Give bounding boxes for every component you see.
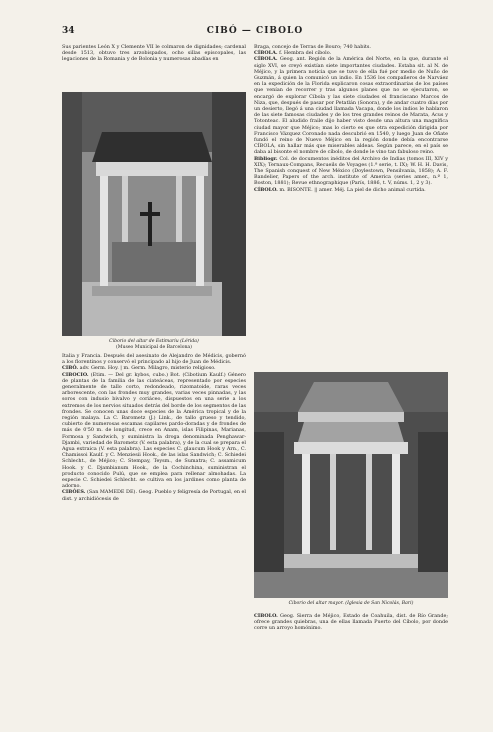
right-caption-text: Ciborio del altar mayor. (Iglesia de San Nicolás, Bari) bbox=[288, 601, 414, 606]
entry-headword: CIBÓ. bbox=[62, 365, 79, 372]
entry-text: Geog. ant. Región de la América del Norte, en la que, durante el siglo XVI, se creyó existían siete importantes ciudades. Estaba sit. al N. de Méjico, y la primera noticia que se tuvo de ella fué por medio de Nuño de Guzmán, á quien la comunicó un indio. En 1536 los compañeros de Narváez en la expedición de la Florida explicaron cosas extraordinarias de los países que venían de recorrer y tras algunos planes que no se ejecutaron, se encargó de explorar Cíbola y las siete ciudades el franciscano Marcos de Niza, que, después de pasar por Petatlán (Sonora), y de andar cuatro días por un desierto, llegó á una ciudad llamada Vacapa, donde los indios le hablaron de las siete famosas ciudades y de los tres grandes reinos de Marata, Acus y Totonteac. El aludido fraile dijo haber visto desde una altura una magnífica ciudad mayor que Méjico; mas lo cierto es que otra expedición dirigida por Francisco Vázquez Coronado nada descubrió en 1540, y luego Juan de Oñate fundó el reino de Nuevo Méjico en la región donde debía encontrarse CÍBOLA, sin hallar más que miserables aldeas. Según parece, en el país se daba al bisonte el nombre de cíbolo, de donde le vino tan fabuloso reino. bbox=[254, 56, 448, 156]
entry bbox=[254, 156, 448, 187]
entry-text: (Etim. — Del gr. kybos, cubo.) Bot. (Cibotium Kaulf.) Género de plantas de la familia de las ciateáceas, representado por especies generalmente de tallo corto, redondeado, rizomatoide, raras veces arborescente, con las frondes muy grandes, varias veces pinnadas, y las soros con indusio bivalvo y coriáceo, dispuestos en una serie a los extremos de los nervios situados detrás del borde de los segmentos de las frondes. Se conocen unas doce especies de la América tropical y de la región malaya. La C. Barometz (J.) Link., de tallo grueso y tendido, cubierto de numerosas escamas capilares pardo-doradas y de frondes de más de 0'50 m. de longitud, crece en Anam, islas Filipinas, Marianas, Formosa y Sandwich, y suministra la droga denominada Penghawar-Djambi, variedad de Barometz (V. esta palabra), y de la cual se prepara el Agua extraica (V. esta palabra). Las especies C. glaucum Hook y Arn., C. Chamissoi Kaulf. y C. Menziesii Hook., de las islas Sandwich; C. Schiedei Schlecht., de Méjico; C. Stempay, Teysm., de Sumatra; C. assamicum Hook. y C. Djambianum Hook., de la Cochinchina, suministran el producto conocido Pulú, que se emplea para rellenar almohadas. La especie C. Schiedei Schlecht. se cultiva en los jardines como planta de adorno. bbox=[62, 371, 246, 490]
right-figure-caption bbox=[254, 601, 448, 607]
entry bbox=[254, 187, 448, 193]
entry-text: (San MAMEDE DE). Geog. Pueblo y feligresía de Portugal, en el dist. y archidiócesis de bbox=[62, 489, 246, 502]
entry bbox=[254, 613, 448, 632]
entry-text: Col. de documentos inéditos del Archivo de Indias (tomos III, XIV y XIX); Ternaux-Compans, Recueils de Voyages (1.ª serie, t. IX); W. H. H. Davis, The Spanish conquest of New México (Doylestown, Pensilvania, 1858); A. F. Bandelier, Papers of the arch. institute of America (series amer., n.º 1, Boston, 1881); Revue ethnographique (París, 1886, t. V, núms. 1, 2 y 3). bbox=[254, 155, 448, 187]
left-intro bbox=[62, 44, 246, 90]
right-lower-text bbox=[254, 613, 448, 653]
entry bbox=[254, 56, 448, 155]
entry-text: Geog. Sierra de Méjico, Estado de Coahuila, dist. de Río Grande; ofrece grandes quiebras, una de ellas llamada Puerto del Cíbolo, por donde corre un arroyo homónimo. bbox=[254, 613, 448, 632]
left-after-image-text: Italia y Francia. Después del asesinato de Alejandro de Médicis, gobernó a los florentinos y conservó el principado al hijo de Juan de Médicis. bbox=[62, 353, 246, 366]
left-caption-text: Ciborio del altar de Estimariu (Lérida) bbox=[109, 339, 199, 344]
entry-headword: CÍBOLO. bbox=[254, 186, 278, 193]
ciborium-illustration bbox=[254, 372, 448, 598]
entry-headword: CIBOCIO. bbox=[62, 371, 89, 378]
entry-headword: CÍBOLA. bbox=[254, 56, 278, 63]
running-title: CIBÓ — CIBOLO bbox=[206, 26, 304, 36]
entry bbox=[62, 372, 246, 490]
right-intro-text: Braga, concejo de Terras de Bouro; 740 habits. bbox=[254, 44, 371, 50]
page-number: 34 bbox=[62, 26, 75, 36]
page-header bbox=[62, 26, 448, 40]
left-intro-text: Sus parientes León X y Clemente VII le colmaron de dignidades; cardenal desde 1513, obtuvo tres arzobispados, ocho sillas episcopales, las legaciones de la Romania y de Bolonia y numerosas abadías en bbox=[62, 44, 246, 63]
left-lower-text bbox=[62, 353, 246, 713]
left-figure-photo bbox=[62, 92, 246, 336]
entry-text: adv. Germ. Hoy. | m. Germ. Milagro, misterio religioso. bbox=[79, 365, 216, 372]
left-caption-credit: (Museo Municipal de Barcelona) bbox=[116, 345, 192, 350]
right-upper-text bbox=[254, 44, 448, 366]
right-figure-photo bbox=[254, 372, 448, 598]
entry-text: f. Hembra del cíbolo. bbox=[279, 50, 332, 57]
left-figure-caption bbox=[62, 339, 246, 351]
entry-headword: Bibliogr. bbox=[254, 155, 278, 162]
entry-headword: CIBÓES. bbox=[62, 489, 86, 496]
entry-headword: CÍBOLA. bbox=[254, 50, 278, 57]
entry bbox=[62, 489, 246, 501]
entry-headword: CÍBOLO. bbox=[254, 613, 278, 619]
entry-text: m. BISONTE. || amer. Méj. La piel de dicho animal curtida. bbox=[279, 186, 426, 193]
ciborium-illustration bbox=[62, 92, 246, 336]
